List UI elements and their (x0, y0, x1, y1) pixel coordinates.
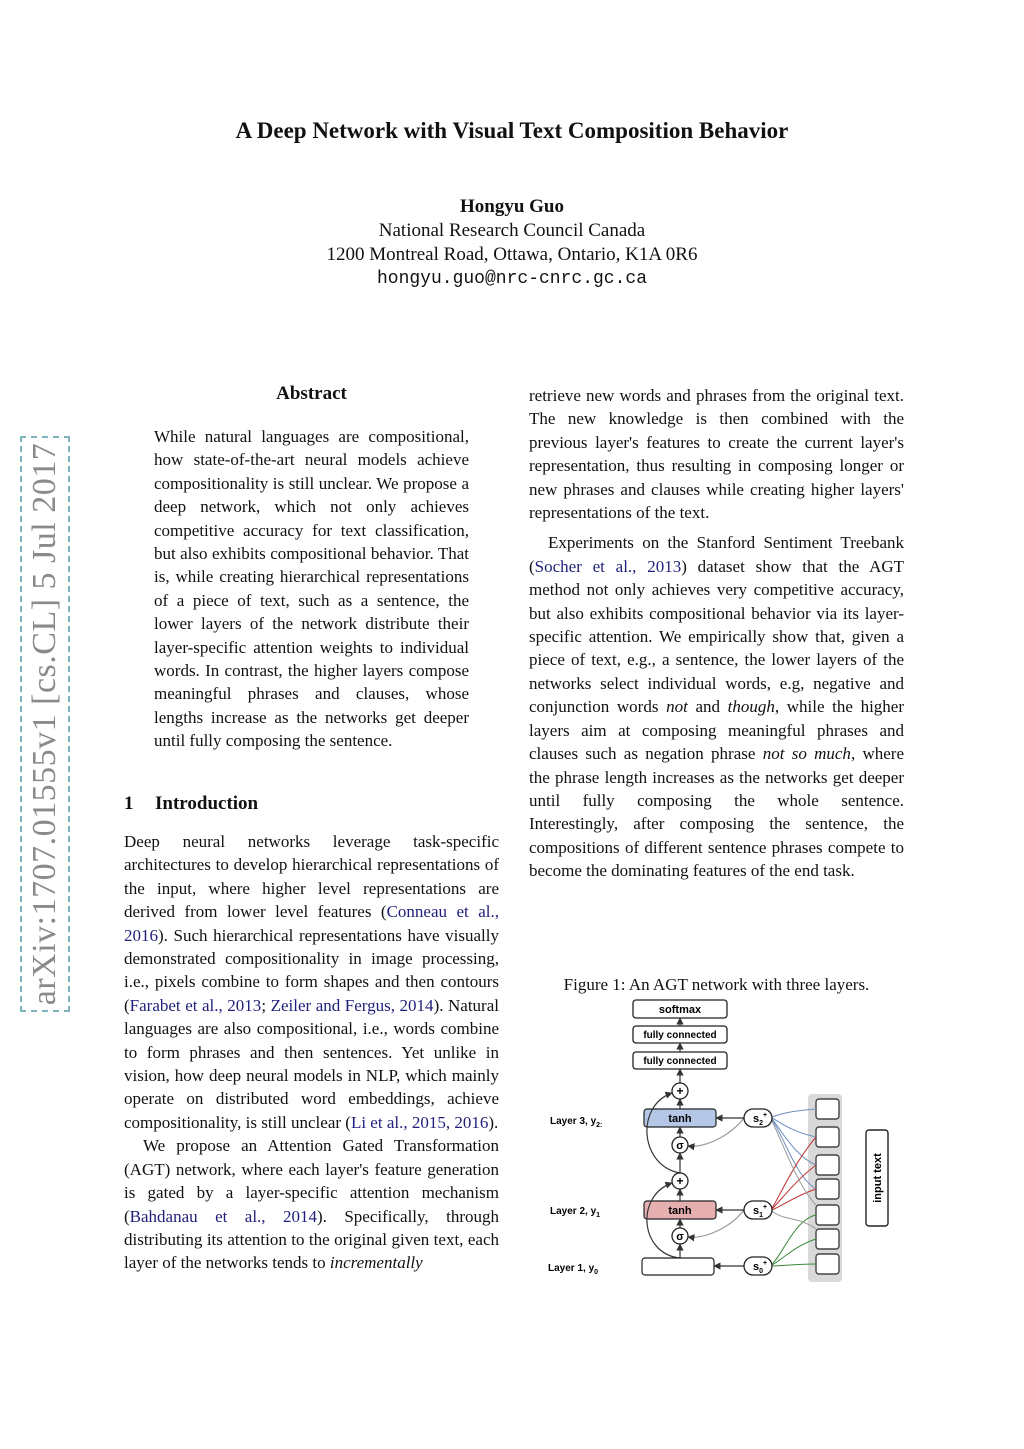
citation-link[interactable]: Conneau et al., 2016 (124, 902, 499, 945)
input-text-label: input text (872, 1153, 884, 1203)
s2-label: $s_2^+$ (753, 1112, 768, 1127)
skip-arrow (647, 1183, 680, 1258)
author-affiliation: National Research Council Canada (378, 220, 646, 241)
input-word-box (816, 1205, 839, 1225)
agt-diagram (540, 996, 900, 1286)
intro-paragraph-3: Experiments on the Stanford Sentiment Treebank (Socher et al., 2013) dataset show that the AGT method not only achieves very competitive accuracy, but also exhibits compositional behavior via its layer-specific attention. We empirically show that, given a piece of text, e.g., a sentence, the lower layers of the networks select individual words, e.g, negative and conjunction words not and though, while the higher layers aim at composing meaningful phrases and clauses such as negation phrase not so much, where the phrase length increases as the networks get deeper until fully composing the whole sentence. Interestingly, after composing the sentence, the compositions of different sentence phrases compete to become the dominating features of the end task. (529, 533, 905, 881)
layer2-label: Layer 2, $y_1$ (550, 1206, 601, 1219)
s1-label: $s_1^+$ (753, 1204, 768, 1219)
section-number: 1 (124, 793, 134, 814)
agt-network-figure (540, 996, 900, 1286)
citation-link[interactable]: Bahdanau et al., 2014 (129, 1206, 317, 1226)
input-word-box (816, 1229, 839, 1249)
input-word-box (816, 1099, 839, 1119)
input-word-box (816, 1179, 839, 1199)
section-title: Introduction (155, 793, 259, 814)
arxiv-identifier: arXiv:1707.01555v1 [cs.CL] 5 Jul 2017 (26, 442, 63, 1006)
citation-link[interactable]: Farabet et al., 2013 (129, 995, 262, 1015)
emphasis: not so much (762, 744, 851, 764)
fully-connected-label: fully connected (643, 1056, 717, 1067)
emphasis: incrementally (329, 1253, 423, 1273)
emphasis: not (666, 697, 688, 717)
intro-column-right (529, 384, 904, 883)
citation-link[interactable]: Li et al., 2015, 2016 (350, 1112, 489, 1132)
tanh-label: tanh (668, 1113, 692, 1125)
paper-title: A Deep Network with Visual Text Composition Behavior (235, 118, 789, 143)
author-email: hongyu.guo@nrc-cnrc.gc.ca (376, 269, 648, 289)
plus-symbol: + (676, 1084, 684, 1098)
intro-paragraph-1: Deep neural networks leverage task-specific architectures to develop hierarchical representations of the input, where higher level representations are derived from lower level features (Conneau et al., 2016). Such hierarchical representations have visually demonstrated compositionality in image processing, i.e., pixels combine to form shapes and then contours (Farabet et al., 2013; Zeiler and Fergus, 2014). Natural languages are also compositional, i.e., words combine to form phrases and then sentences. Yet unlike in vision, how deep neural models in NLP, which mainly operate on distributed word embeddings, achieve compositionality, is still unclear (Li et al., 2015, 2016). (124, 832, 499, 1132)
fully-connected-label: fully connected (643, 1030, 717, 1041)
intro-paragraph-2-cont: retrieve new words and phrases from the original text. The new knowledge is then combined with the previous layer's features to create the current layer's representation, thus resulting in composing longer or new phrases and clauses while creating higher layers' representations of the text. (529, 386, 904, 523)
section-heading (124, 793, 258, 815)
input-word-box (816, 1254, 839, 1274)
intro-paragraph-2: We propose an Attention Gated Transformation (AGT) network, where each layer's feature generation is gated by a layer-specific attention mechanism (Bahdanau et al., 2014). Specifically, through distributing its attention to the original given text, each layer of the networks tends to incrementally (124, 1136, 500, 1273)
input-word-box (816, 1155, 839, 1175)
input-word-box (816, 1127, 839, 1147)
plus-symbol: + (676, 1174, 684, 1188)
layer3-label: Layer 3, $y_{2:}$ (550, 1116, 603, 1129)
figure-caption: Figure 1: An AGT network with three layers. (563, 975, 870, 994)
sigma-symbol: σ (676, 1140, 684, 1152)
softmax-label: softmax (658, 1004, 702, 1016)
abstract-text: While natural languages are compositional, how state-of-the-art neural models achieve compositionality is still unclear. We propose a deep network, which not only achieves competitive accuracy for text classification, but also exhibits compositional behavior. That is, while creating hierarchical representations of a piece of text, such as a sentence, the lower layers of the network distribute their layer-specific attention weights to individual words. In contrast, the higher layers compose meaningful phrases and clauses, whose lengths increase as the networks get deeper until fully composing the sentence. (154, 427, 469, 751)
emphasis: though (727, 697, 775, 717)
abstract-heading: Abstract (276, 383, 347, 404)
author-name: Hongyu Guo (459, 196, 564, 217)
sigma-symbol: σ (676, 1231, 684, 1243)
layer1-box (642, 1258, 714, 1275)
citation-link[interactable]: Zeiler and Fergus, 2014 (270, 995, 434, 1015)
citation-link[interactable]: Socher et al., 2013 (534, 556, 682, 576)
layer1-label: Layer 1, $y_0$ (548, 1263, 599, 1276)
intro-column-left (124, 830, 499, 1275)
author-address: 1200 Montreal Road, Ottawa, Ontario, K1A 0R6 (326, 244, 698, 265)
skip-arrow (647, 1093, 680, 1173)
s0-label: $s_0^+$ (753, 1260, 768, 1275)
tanh-label: tanh (668, 1205, 692, 1217)
